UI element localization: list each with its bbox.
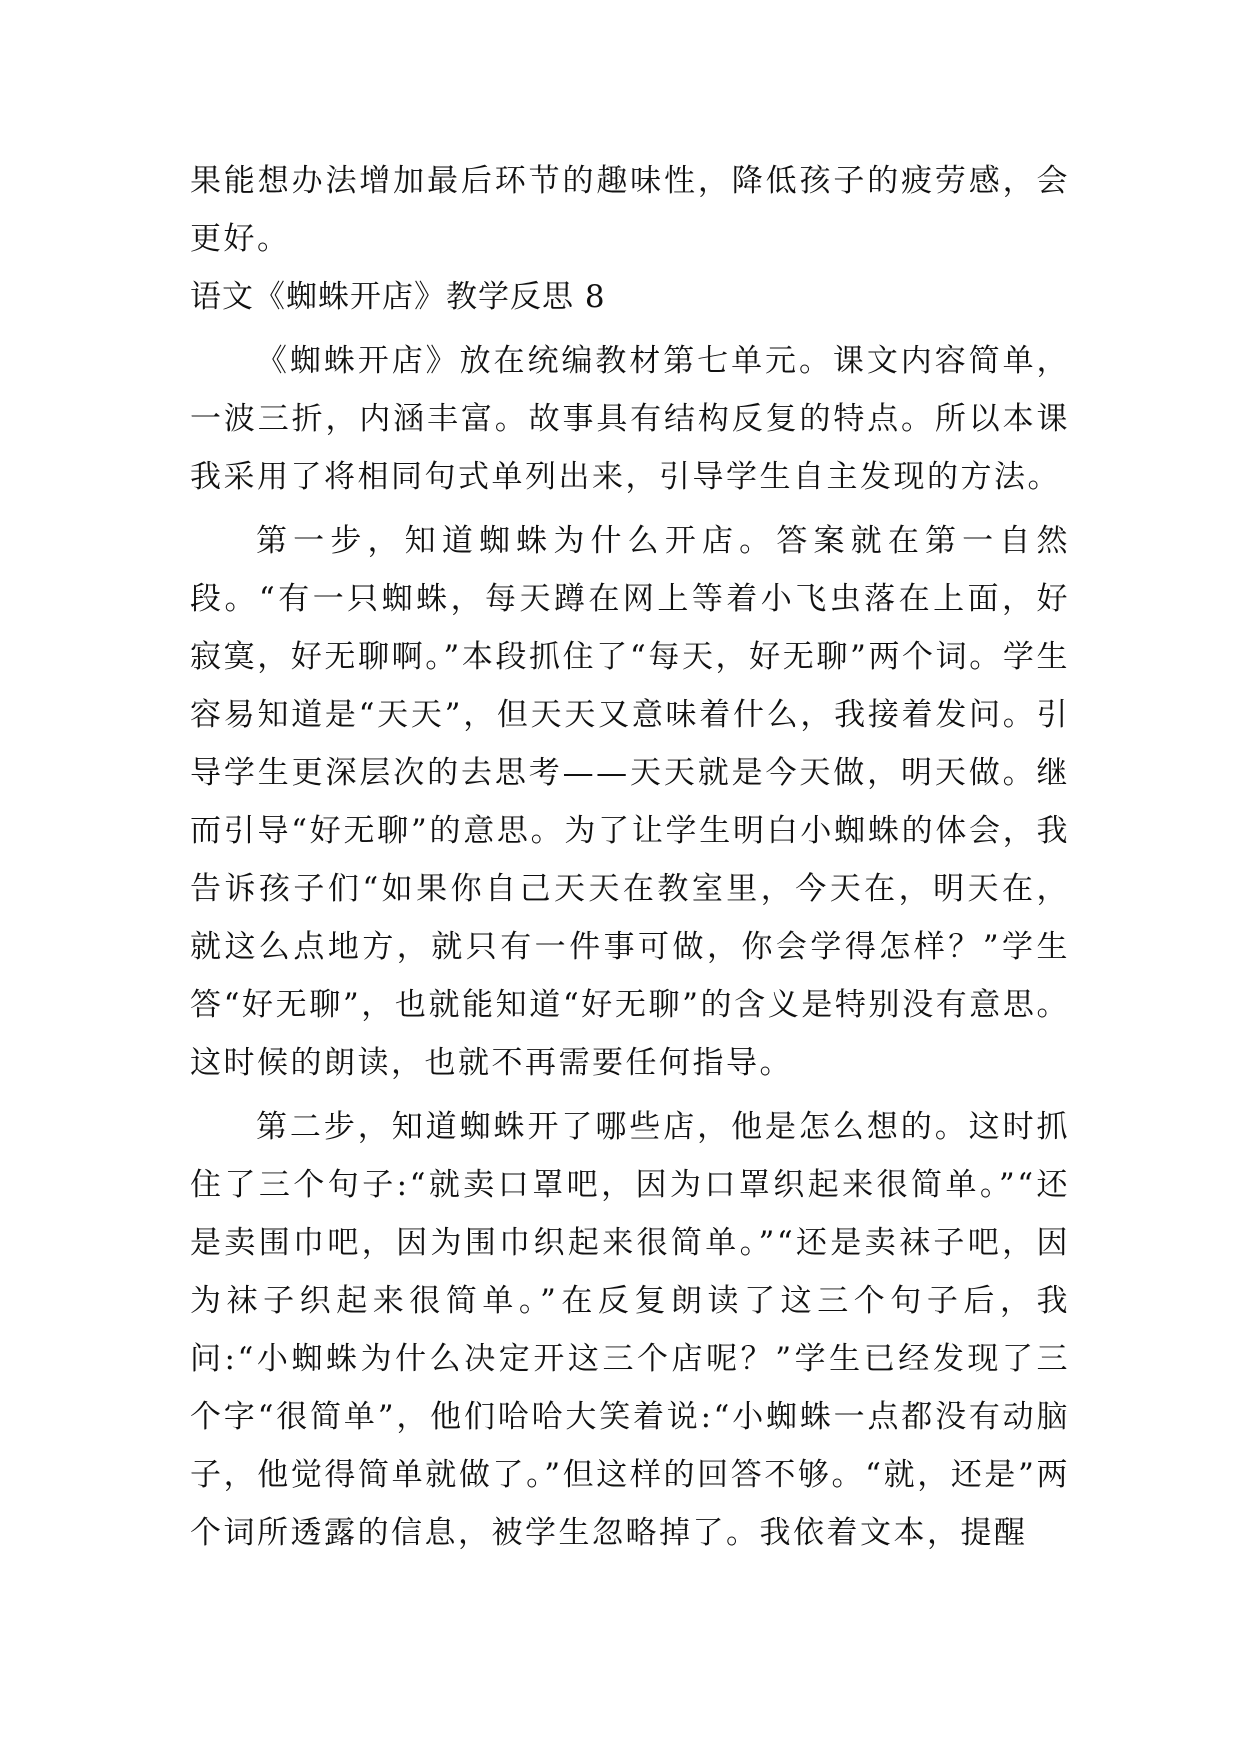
section-title: 语文《蜘蛛开店》教学反思 8	[190, 279, 606, 315]
paragraph-step-one: 第一步，知道蜘蛛为什么开店。答案就在第一自然段。“有一只蜘蛛，每天蹲在网上等着小飞虫落在上面，好寂寞，好无聊啊。”本段抓住了“每天，好无聊”两个词。学生容易知道是“天天”，但天天又意味着什么，我接着发问。引导学生更深层次的去思考——天天就是今天做，明天做。继而引导“好无聊”的意思。为了让学生明白小蜘蛛的体会，我告诉孩子们“如果你自己天天在教室里，今天在，明天在，就这么点地方，就只有一件事可做，你会学得怎样？”学生答“好无聊”，也就能知道“好无聊”的含义是特别没有意思。这时候的朗读，也就不再需要任何指导。	[190, 523, 1070, 1081]
paragraph-step-two: 第二步，知道蜘蛛开了哪些店，他是怎么想的。这时抓住了三个句子:“就卖口罩吧，因为口罩织起来很简单。”“还是卖围巾吧，因为围巾织起来很简单。”“还是卖袜子吧，因为袜子织起来很简单。”在反复朗读了这三个句子后，我问:“小蜘蛛为什么决定开这三个店呢？”学生已经发现了三个字“很简单”，他们哈哈大笑着说:“小蜘蛛一点都没有动脑子，他觉得简单就做了。”但这样的回答不够。“就，还是”两个词所透露的信息，被学生忽略掉了。我依着文本，提醒	[190, 1109, 1070, 1551]
document-body	[190, 152, 1070, 1562]
continued-paragraph: 果能想办法增加最后环节的趣味性，降低孩子的疲劳感，会更好。	[190, 163, 1070, 257]
paragraph-intro: 《蜘蛛开店》放在统编教材第七单元。课文内容简单，一波三折，内涵丰富。故事具有结构反复的特点。所以本课我采用了将相同句式单列出来，引导学生自主发现的方法。	[190, 343, 1070, 495]
